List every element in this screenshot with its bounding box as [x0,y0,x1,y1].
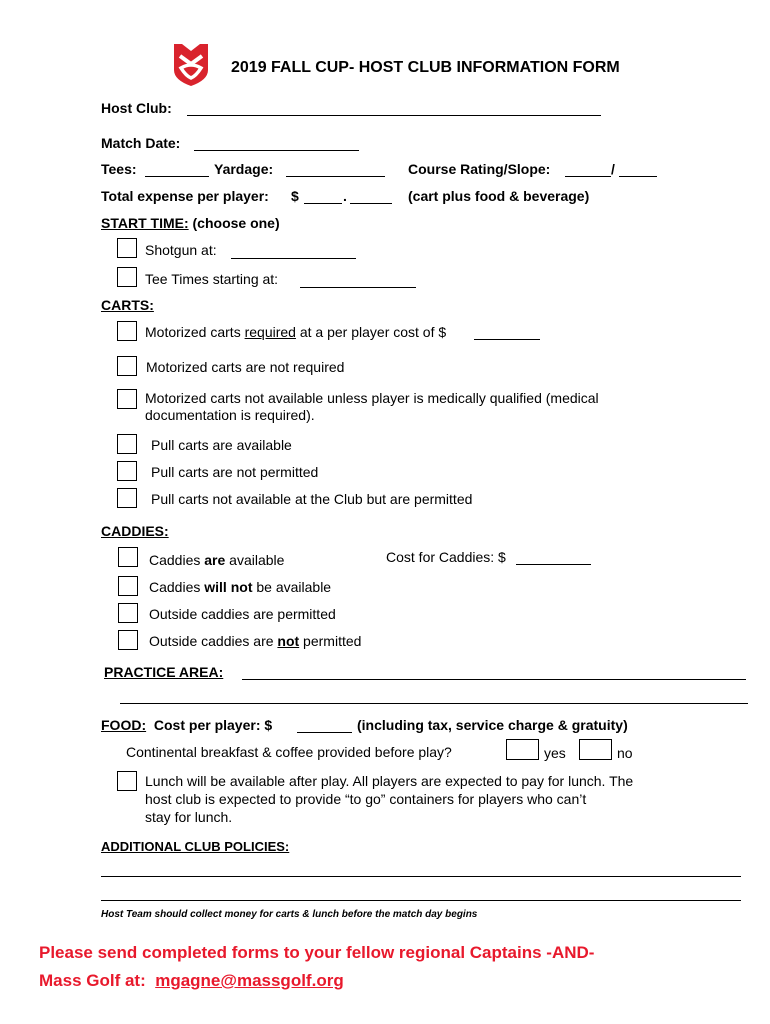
carts-medical-label-line1: Motorized carts not available unless player is medically qualified (medical [145,390,599,406]
carts-medical-checkbox[interactable] [117,389,137,409]
expense-cents-field[interactable] [350,203,392,204]
food-cost-label: Cost per player: $ [153,717,273,733]
pull-carts-not-permitted-label: Pull carts are not permitted [151,464,319,480]
expense-dollars-field[interactable] [304,203,342,204]
caddie-cost-label: Cost for Caddies: $ [386,549,506,565]
start-time-heading [101,215,280,231]
start-time-heading-note: (choose one) [192,215,280,231]
outside-caddies-not-permitted-text-bold: not [277,633,300,649]
match-date-label: Match Date: [101,135,181,151]
practice-area-field-line1[interactable] [242,679,746,680]
carts-not-required-checkbox[interactable] [117,356,137,376]
caddies-available-checkbox[interactable] [118,547,138,567]
breakfast-yes-checkbox[interactable] [506,739,539,760]
carts-heading: CARTS: [101,297,154,313]
match-date-field[interactable] [194,150,359,151]
page-title: 2019 FALL CUP- HOST CLUB INFORMATION FORM [231,59,620,76]
expense-dollar: $ [291,188,299,204]
caddies-not-available-text-post: be available [252,579,332,595]
caddies-available-label [149,552,284,568]
start-time-heading-text: START TIME: [101,215,189,231]
expense-note: (cart plus food & beverage) [408,188,590,204]
pull-carts-available-label: Pull carts are available [151,437,292,453]
breakfast-yes-label: yes [544,745,566,761]
outside-caddies-permitted-label: Outside caddies are permitted [149,606,336,622]
caddies-not-available-text-bold: will not [204,579,253,595]
carts-required-text-post: at a per player cost of $ [295,324,447,340]
carts-required-checkbox[interactable] [117,321,137,341]
footer-email-link[interactable]: mgagne@massgolf.org [155,971,344,990]
caddie-cost-field[interactable] [516,564,591,565]
pull-carts-not-permitted-checkbox[interactable] [117,461,137,481]
massgolf-logo [172,42,210,88]
pull-carts-available-checkbox[interactable] [117,434,137,454]
carts-required-text-pre: Motorized carts [145,324,245,340]
caddies-not-available-label [149,579,331,595]
food-cost-field[interactable] [297,732,352,733]
tee-times-field[interactable] [300,287,416,288]
breakfast-question: Continental breakfast & coffee provided before play? [126,744,452,760]
course-rating-field[interactable] [565,176,611,177]
shield-icon [172,42,210,88]
shotgun-field[interactable] [231,258,356,259]
food-cost-row [101,717,272,733]
outside-caddies-not-permitted-text-post: permitted [299,633,362,649]
caddies-not-available-text-pre: Caddies [149,579,205,595]
practice-area-field-line2[interactable] [120,703,748,704]
tee-times-label: Tee Times starting at: [145,271,279,287]
yardage-label: Yardage: [214,161,274,177]
cart-cost-field[interactable] [474,339,540,340]
tees-field[interactable] [145,176,209,177]
caddies-available-text-post: available [225,552,285,568]
host-club-label: Host Club: [101,100,172,116]
footer-instruction: Please send completed forms to your fellow regional Captains -AND- [39,943,595,962]
yardage-field[interactable] [286,176,385,177]
lunch-text-line3: stay for lunch. [145,809,233,825]
policies-field-line1[interactable] [101,876,741,877]
caddies-available-text-bold: are [204,552,226,568]
outside-caddies-permitted-checkbox[interactable] [118,603,138,623]
slope-field[interactable] [619,176,657,177]
additional-policies-heading: ADDITIONAL CLUB POLICIES: [101,839,290,854]
host-team-note: Host Team should collect money for carts & lunch before the match day begins [101,909,478,920]
total-expense-label: Total expense per player: [101,188,269,204]
tee-times-checkbox[interactable] [117,267,137,287]
food-cost-note: (including tax, service charge & gratuity) [357,717,628,733]
caddies-not-available-checkbox[interactable] [118,576,138,596]
course-rating-label: Course Rating/Slope: [408,161,551,177]
shotgun-label: Shotgun at: [145,242,217,258]
carts-required-text-underlined: required [244,324,296,340]
breakfast-no-checkbox[interactable] [579,739,612,760]
caddies-available-text-pre: Caddies [149,552,205,568]
carts-medical-label-line2: documentation is required). [145,407,315,423]
tees-label: Tees: [101,161,137,177]
policies-field-line2[interactable] [101,900,741,901]
pull-carts-permitted-checkbox[interactable] [117,488,137,508]
outside-caddies-not-permitted-checkbox[interactable] [118,630,138,650]
expense-dot: . [343,188,347,204]
lunch-text-line1: Lunch will be available after play. All players are expected to pay for lunch. The [145,773,634,789]
footer-contact-label: Mass Golf at: [39,971,146,990]
host-club-field[interactable] [187,115,601,116]
food-heading: FOOD: [101,717,147,733]
lunch-text-line2: host club is expected to provide “to go” containers for players who can’t [145,791,587,807]
practice-area-heading: PRACTICE AREA: [104,664,224,680]
outside-caddies-not-permitted-text-pre: Outside caddies are [149,633,278,649]
footer-contact-row [39,971,344,991]
carts-not-required-label: Motorized carts are not required [146,359,345,375]
breakfast-no-label: no [617,745,633,761]
rating-separator: / [611,161,615,177]
lunch-checkbox[interactable] [117,771,137,791]
outside-caddies-not-permitted-label [149,633,361,649]
shotgun-checkbox[interactable] [117,238,137,258]
carts-required-label [145,324,446,340]
pull-carts-permitted-label: Pull carts not available at the Club but are permitted [151,491,473,507]
caddies-heading: CADDIES: [101,523,169,539]
